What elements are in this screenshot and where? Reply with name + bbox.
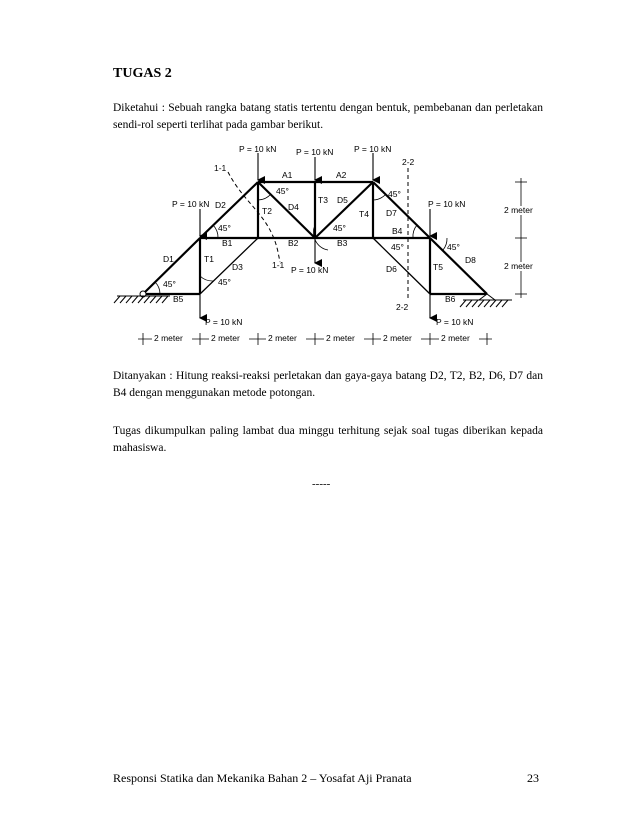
svg-text:D7: D7 <box>386 208 397 218</box>
svg-text:45°: 45° <box>388 189 401 199</box>
svg-text:A1: A1 <box>282 170 293 180</box>
page-title: TUGAS 2 <box>113 66 172 81</box>
svg-text:A2: A2 <box>336 170 347 180</box>
svg-text:P = 10 kN: P = 10 kN <box>296 147 334 157</box>
svg-text:1-1: 1-1 <box>214 163 227 173</box>
svg-text:T2: T2 <box>262 206 272 216</box>
svg-text:1-1: 1-1 <box>272 260 285 270</box>
svg-text:2 meter: 2 meter <box>326 333 355 343</box>
svg-text:D3: D3 <box>232 262 243 272</box>
svg-text:2-2: 2-2 <box>402 157 415 167</box>
svg-text:B4: B4 <box>392 226 403 236</box>
svg-text:45°: 45° <box>276 186 289 196</box>
svg-text:2 meter: 2 meter <box>383 333 412 343</box>
svg-text:2 meter: 2 meter <box>154 333 183 343</box>
page-number: 23 <box>527 771 539 785</box>
svg-text:T1: T1 <box>204 254 214 264</box>
svg-text:B5: B5 <box>173 294 184 304</box>
svg-text:P = 10 kN: P = 10 kN <box>205 317 243 327</box>
given-paragraph: Diketahui : Sebuah rangka batang statis tertentu dengan bentuk, pembebanan dan perletakan sendi-rol seperti terlihat pada gambar berikut. <box>113 102 543 131</box>
svg-text:D6: D6 <box>386 264 397 274</box>
svg-text:2 meter: 2 meter <box>441 333 470 343</box>
svg-text:2 meter: 2 meter <box>504 205 533 215</box>
svg-text:D1: D1 <box>163 254 174 264</box>
svg-text:P = 10 kN: P = 10 kN <box>239 144 277 154</box>
svg-text:45°: 45° <box>391 242 404 252</box>
svg-text:2 meter: 2 meter <box>268 333 297 343</box>
separator: ----- <box>312 478 331 490</box>
svg-text:B3: B3 <box>337 238 348 248</box>
svg-text:D4: D4 <box>288 202 299 212</box>
svg-text:P = 10 kN: P = 10 kN <box>172 199 210 209</box>
svg-text:45°: 45° <box>333 223 346 233</box>
svg-text:T5: T5 <box>433 262 443 272</box>
svg-text:45°: 45° <box>218 277 231 287</box>
svg-text:45°: 45° <box>447 242 460 252</box>
svg-text:2-2: 2-2 <box>396 302 409 312</box>
svg-text:T4: T4 <box>359 209 369 219</box>
footer-title: Responsi Statika dan Mekanika Bahan 2 – Yosafat Aji Pranata <box>113 771 412 785</box>
svg-text:P = 10 kN: P = 10 kN <box>436 317 474 327</box>
svg-text:D2: D2 <box>215 200 226 210</box>
svg-text:B2: B2 <box>288 238 299 248</box>
asked-paragraph: Ditanyakan : Hitung reaksi-reaksi perletakan dan gaya-gaya batang D2, T2, B2, D6, D7 dan B4 dengan menggunakan metode potongan. <box>113 370 543 399</box>
svg-text:45°: 45° <box>218 223 231 233</box>
svg-text:P = 10 kN: P = 10 kN <box>428 199 466 209</box>
svg-text:45°: 45° <box>163 279 176 289</box>
task-paragraph: Tugas dikumpulkan paling lambat dua minggu terhitung sejak soal tugas diberikan kepada mahasiswa. <box>113 425 543 454</box>
svg-text:B1: B1 <box>222 238 233 248</box>
svg-text:B6: B6 <box>445 294 456 304</box>
svg-text:D8: D8 <box>465 255 476 265</box>
svg-text:2 meter: 2 meter <box>211 333 240 343</box>
svg-text:2 meter: 2 meter <box>504 261 533 271</box>
svg-text:P = 10 kN: P = 10 kN <box>354 144 392 154</box>
svg-text:T3: T3 <box>318 195 328 205</box>
svg-text:D5: D5 <box>337 195 348 205</box>
svg-text:P = 10 kN: P = 10 kN <box>291 265 329 275</box>
vertical-dimension-line <box>515 178 527 298</box>
